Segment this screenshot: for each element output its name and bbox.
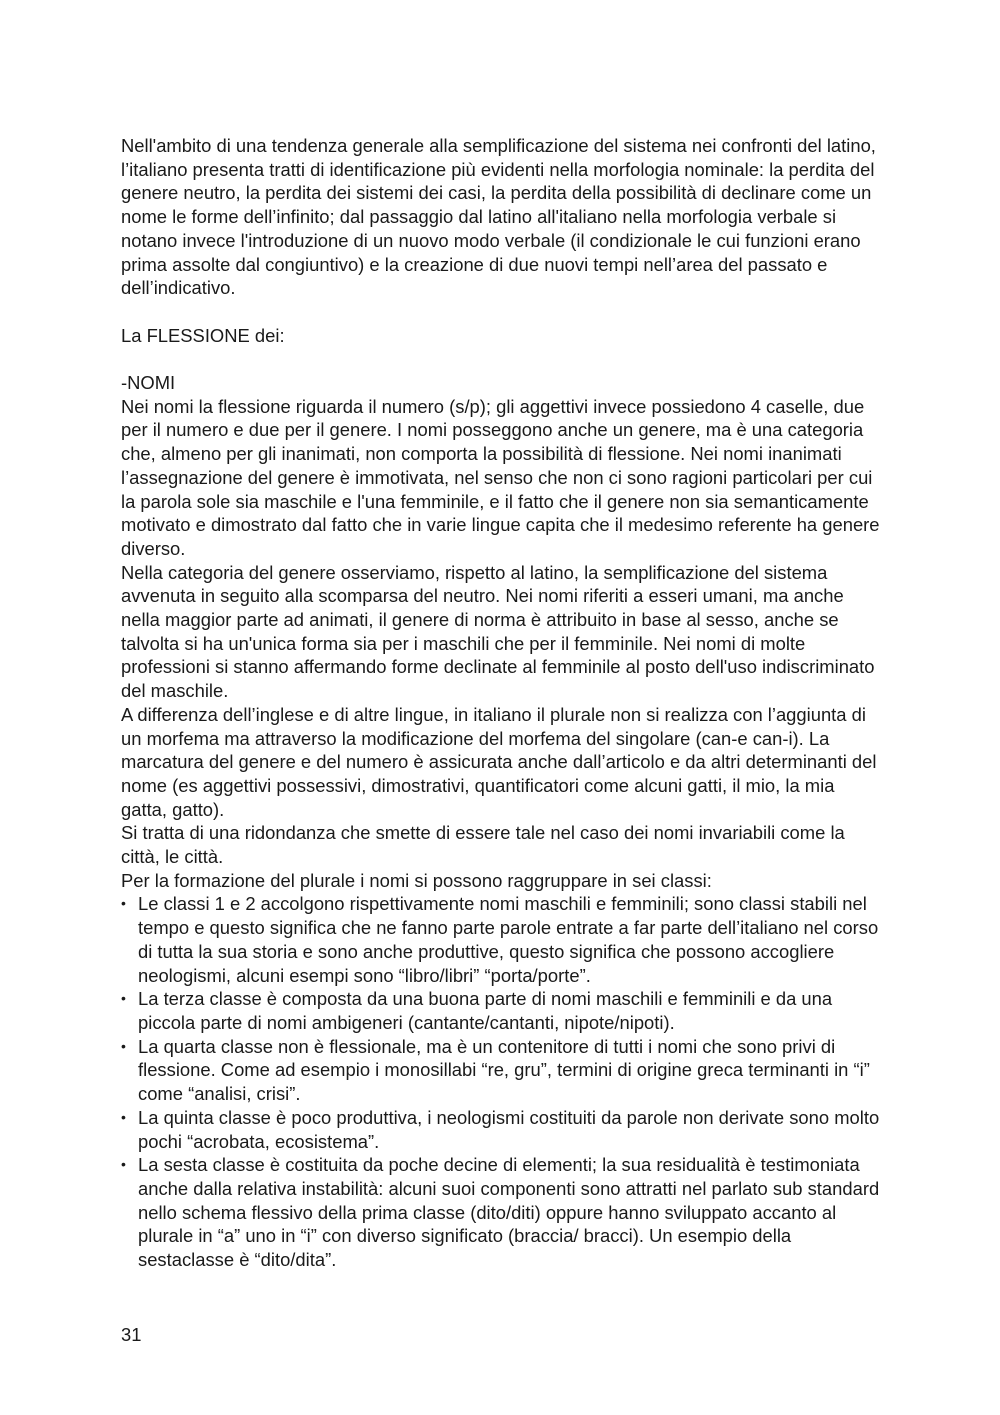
paragraph-redundancy: Si tratta di una ridondanza che smette di essere tale nel caso dei nomi invariabili come la città, le città. [121, 822, 845, 868]
list-item-text: Le classi 1 e 2 accolgono rispettivamente nomi maschili e femminili; sono classi stabili nel tempo e questo significa che ne fanno parte parole entrate a far parte dell’italiano nel corso di tutta la sua storia e sono anche produttive, questo significa che possono accogliere neologismi, alcuni esempi sono “libro/libri” “porta/porte”. [138, 893, 879, 986]
list-item [121, 892, 883, 987]
list-item [121, 987, 883, 1034]
bullet-icon: • [121, 1108, 126, 1125]
page-body [121, 134, 883, 1272]
list-item [121, 1035, 883, 1106]
intro-paragraph: Nell'ambito di una tendenza generale alla semplificazione del sistema nei confronti del latino, l’italiano presenta tratti di identificazione più evidenti nella morfologia nominale: la perdita del genere neutro, la perdita dei sistemi dei casi, la perdita della possibilità di declinare come un nome le forme dell’infinito; dal passaggio dal latino all'italiano nella morfologia verbale si notano invece l'introduzione di un nuovo modo verbale (il condizionale le cui funzioni erano prima assolte dal congiuntivo) e la creazione di due nuovi tempi nell’area del passato e dell’indicativo. [121, 135, 876, 299]
bullet-icon: • [121, 1037, 126, 1054]
plural-classes-list [121, 892, 883, 1271]
flessione-heading: La FLESSIONE dei: [121, 324, 285, 346]
page-number: 31 [121, 1324, 142, 1345]
list-item-text: La quinta classe è poco produttiva, i neologismi costituiti da parole non derivate sono molto pochi “acrobata, ecosistema”. [138, 1106, 880, 1152]
paragraph-number-gender: Nei nomi la flessione riguarda il numero (s/p); gli aggettivi invece possiedono 4 caselle, due per il numero e due per il genere. I nomi posseggono anche un genere, ma è una categoria che, almeno per gli inanimati, non comporta la possibilità di flessione. Nei nomi inanimati l’assegnazione del genere è immotivata, nel senso che non ci sono ragioni particolari per cui la parola sole sia maschile e l'una femminile, e il fatto che il genere non sia semanticamente motivato e dimostrato dal fatto che in varie lingue capita che il medesimo referente ha genere diverso. [121, 395, 880, 559]
paragraph-gender-category: Nella categoria del genere osserviamo, rispetto al latino, la semplificazione del sistema avvenuta in seguito alla scomparsa del neutro. Nei nomi riferiti a esseri umani, ma anche nella maggior parte ad animati, il genere di norma è attribuito in base al sesso, anche se talvolta si ha un'unica forma sia per i maschili che per il femminile. Nei nomi di molte professioni si stanno affermando forme declinate al femminile al posto dell'uso indiscriminato del maschile. [121, 561, 875, 702]
list-item-text: La quarta classe non è flessionale, ma è un contenitore di tutti i nomi che sono privi di flessione. Come ad esempio i monosillabi “re, gru”, termini di origine greca terminanti in “i” come “analisi, crisi”. [138, 1035, 870, 1105]
list-item [121, 1106, 883, 1153]
paragraph-plural-formation: A differenza dell’inglese e di altre lingue, in italiano il plurale non si realizza con l’aggiunta di un morfema ma attraverso la modificazione del morfema del singolare (can-e can-i). La marcatura del genere e del numero è assicurata anche dall’articolo e da altri determinanti del nome (es aggettivi possessivi, dimostrativi, quantificatori come alcuni gatti, il mio, la mia gatta, gatto). [121, 703, 877, 820]
paragraph-classes-intro: Per la formazione del plurale i nomi si possono raggruppare in sei classi: [121, 869, 712, 891]
nomi-heading: -NOMI [121, 372, 176, 393]
list-item-text: La sesta classe è costituita da poche decine di elementi; la sua residualità è testimoniata anche dalla relativa instabilità: alcuni suoi componenti sono attratti nel parlato sub standard nello schema flessivo della prima classe (dito/diti) oppure hanno sviluppato accanto al plurale in “a” uno in “i” con diverso significato (braccia/ bracci). Un esempio della sestaclasse è “dito/dita”. [138, 1154, 880, 1271]
bullet-icon: • [121, 990, 126, 1007]
list-item [121, 1153, 883, 1272]
bullet-icon: • [121, 1156, 126, 1173]
list-item-text: La terza classe è composta da una buona parte di nomi maschili e femminili e da una piccola parte di nomi ambigeneri (cantante/cantanti, nipote/nipoti). [138, 988, 833, 1033]
bullet-icon: • [121, 895, 126, 912]
